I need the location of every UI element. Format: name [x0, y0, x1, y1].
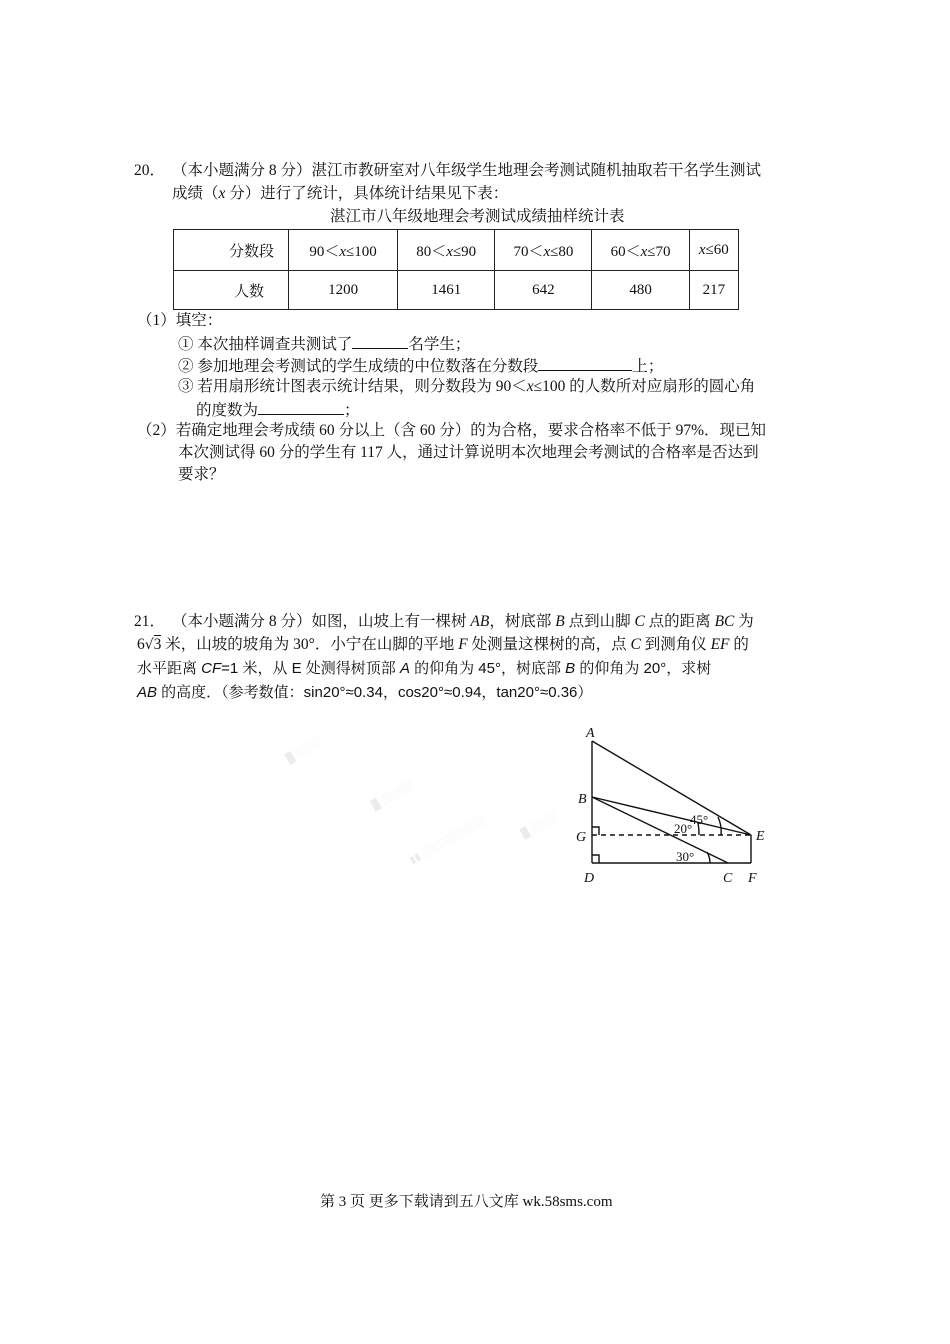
q20-part2-line1: （2）若确定地理会考成绩 60 分以上（含 60 分）的为合格，要求合格率不低于 97%．现已知 [137, 422, 767, 439]
q20-table-title: 湛江市八年级地理会考测试成绩抽样统计表 [330, 208, 625, 225]
angle-label-45: 45° [690, 812, 709, 827]
angle-label-20: 20° [674, 821, 693, 836]
line-BE [592, 797, 751, 835]
label-A: A [586, 726, 595, 741]
score-stats-table [173, 229, 739, 310]
table-cell-range: 70＜x≤80 [495, 230, 592, 271]
q20-item3-line2: 的度数为 ； [196, 398, 360, 422]
watermark: ▮▮ ░░░░░░░░░░ [407, 814, 487, 867]
label-B: B [578, 792, 587, 807]
q20-number: 20． [134, 162, 166, 179]
q21-line2: 6√3 米，山坡的坡角为 30°．小宁在山脚的平地 F 处测量这棵树的高，点 C 到测角仪 EF 的 [137, 636, 749, 653]
angle-label-30: 30° [676, 849, 695, 864]
line-AE [592, 741, 751, 835]
q20-header-line2: 成绩（x 分）进行了统计，具体统计结果见下表： [172, 185, 509, 202]
q21-line3: 水平距离 CF=1 米，从 E 处测得树顶部 A 的仰角为 45°，树底部 B 的仰角为 20°，求树 [137, 660, 712, 677]
answer-blank[interactable] [538, 354, 632, 371]
q20-item1: ① 本次抽样调查共测试了 名学生； [178, 332, 470, 356]
watermark: █ ░░░░ [284, 736, 324, 765]
right-angle-D [592, 855, 599, 863]
page-footer: 第 3 页 更多下载请到五八文库 wk.58sms.com [320, 1194, 613, 1210]
label-C: C [723, 871, 733, 886]
q20-item3-line1: ③ 若用扇形统计图表示统计结果，则分数段为 90＜x≤100 的人数所对应扇形的圆心角 [178, 378, 756, 395]
table-cell-range: x≤60 [689, 230, 738, 271]
answer-blank[interactable] [352, 332, 408, 349]
q21-line4: AB 的高度．（参考数值：sin20°≈0.34，cos20°≈0.94，tan20°≈0.36） [137, 684, 593, 701]
table-cell-range: 60＜x≤70 [592, 230, 689, 271]
table-cell-range: 80＜x≤90 [398, 230, 495, 271]
label-F: F [748, 871, 757, 886]
watermark: █ ░░░░ [519, 811, 559, 840]
watermark: █ ░░░░░ [370, 779, 416, 812]
q20-part1-label: （1）填空： [137, 312, 223, 329]
table-cell-count: 1461 [398, 271, 495, 310]
q21-number: 21． [134, 613, 166, 630]
q21-line1: （本小题满分 8 分）如图，山坡上有一棵树 AB，树底部 B 点到山脚 C 点的距离 BC 为 [172, 613, 754, 630]
q20-part2-line3: 要求？ [178, 466, 225, 483]
table-cell-range: 90＜x≤100 [289, 230, 398, 271]
table-row [174, 271, 739, 310]
six-root-three: 6√3 [137, 636, 162, 653]
table-row [174, 230, 739, 271]
row-label-count: 人数 [174, 271, 289, 310]
table-cell-count: 480 [592, 271, 689, 310]
q20-part2-line2: 本次测试得 60 分的学生有 117 人，通过计算说明本次地理会考测试的合格率是否达到 [178, 444, 759, 461]
tree-slope-figure [570, 715, 770, 890]
answer-blank[interactable] [258, 398, 344, 415]
label-G: G [576, 830, 587, 845]
label-D: D [584, 871, 595, 886]
q20-item2: ② 参加地理会考测试的学生成绩的中位数落在分数段 上； [178, 354, 663, 378]
angle-arc-45 [718, 817, 721, 835]
table-cell-count: 1200 [289, 271, 398, 310]
table-cell-count: 217 [689, 271, 738, 310]
table-cell-count: 642 [495, 271, 592, 310]
right-angle-G [592, 827, 599, 835]
label-E: E [756, 829, 765, 844]
q20-header-line1: （本小题满分 8 分）湛江市教研室对八年级学生地理会考测试随机抽取若干名学生测试 [172, 162, 762, 179]
row-label-score-range: 分数段 [174, 230, 289, 271]
